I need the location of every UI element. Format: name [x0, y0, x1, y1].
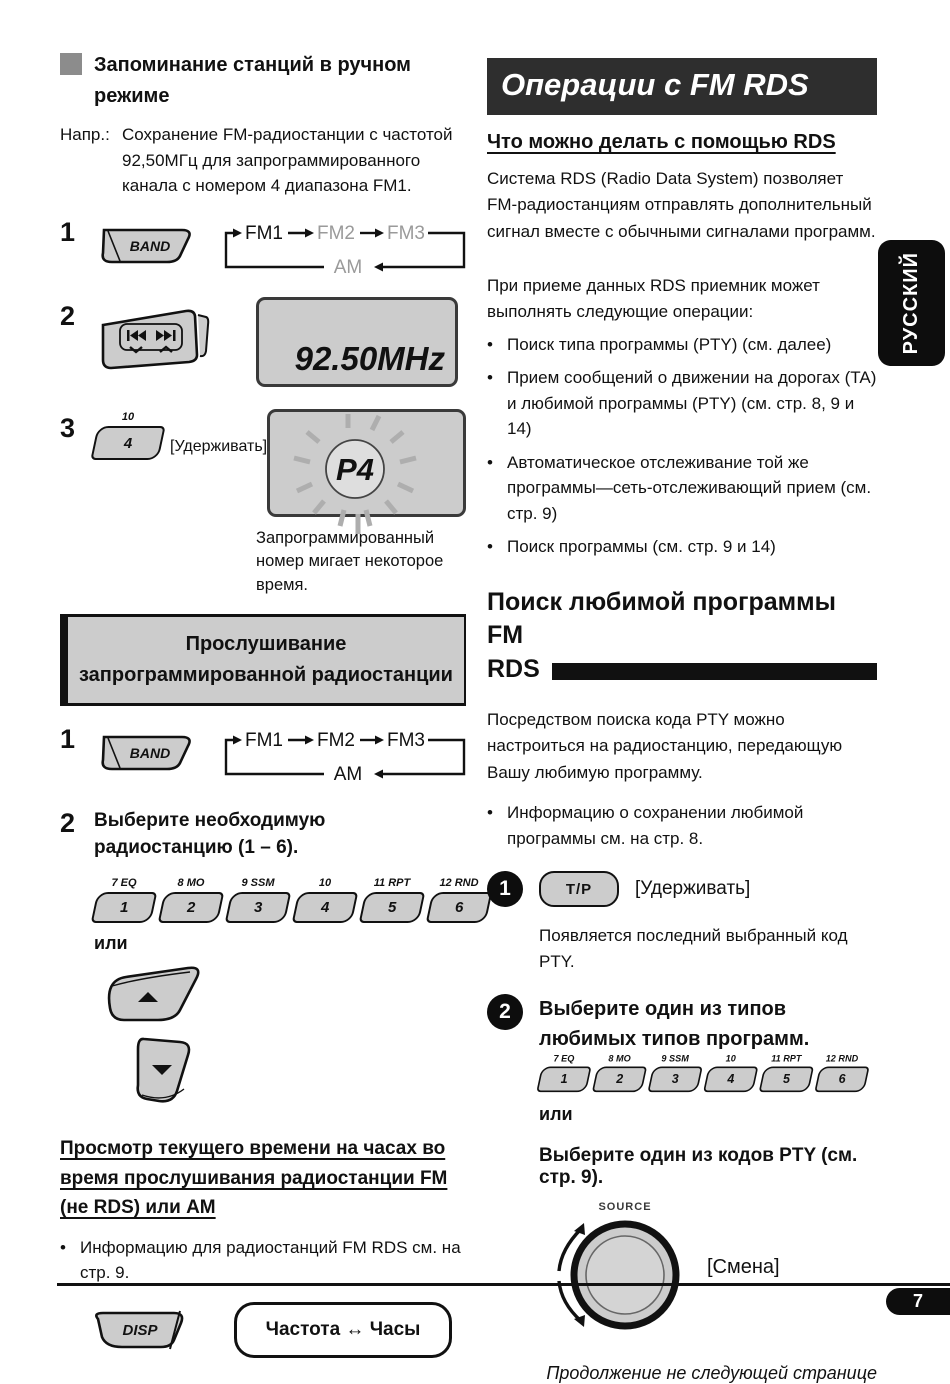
bullet-dot: • — [487, 334, 493, 354]
preset-display — [267, 409, 466, 517]
rds-bullet-2 — [487, 365, 877, 442]
pty-step-2 — [487, 994, 877, 1054]
frequency-value: 92.50MHz — [294, 339, 445, 377]
step-1 — [60, 213, 466, 283]
step-circle-number: 1 — [487, 871, 523, 907]
rds-bullet-text: Прием сообщений о движении на дорогах (TA) и любимой программы (PTY) (см. стр. 8, 9 и 14) — [507, 368, 877, 439]
disp-button-label: DISP — [122, 1321, 158, 1339]
step-number: 2 — [60, 808, 76, 839]
pty-bullet — [487, 800, 877, 851]
rds-bullet-3 — [487, 450, 877, 527]
key-upper-label: 10 — [725, 1054, 736, 1064]
key-number: 2 — [616, 1072, 623, 1087]
band-am: AM — [333, 764, 363, 786]
key-number: 3 — [253, 899, 263, 917]
manual-store-section — [60, 50, 466, 112]
key-number: 6 — [454, 899, 464, 917]
up-button — [100, 964, 220, 1026]
key4-upper-label: 10 — [121, 410, 135, 423]
band-fm3: FM3 — [387, 730, 425, 752]
pty-bullet-text: Информацию о сохранении любимой программы см. на стр. 8. — [507, 803, 804, 848]
source-knob-row — [543, 1197, 877, 1337]
key-upper-label: 7 EQ — [553, 1054, 575, 1064]
preset-key-2 — [158, 892, 225, 923]
disp-button — [90, 1307, 194, 1353]
bullet-dot: • — [487, 537, 493, 557]
band-fm1: FM1 — [245, 730, 283, 752]
knob-action-note: [Смена] — [707, 1255, 780, 1278]
or-label: или — [539, 1104, 573, 1124]
preset-flash-graphic — [270, 402, 466, 552]
frequency-display — [256, 297, 458, 387]
down-button — [118, 1033, 208, 1111]
rds-bullet-text: Поиск программы (см. стр. 9 и 14) — [507, 537, 776, 557]
tp-button: T/P — [539, 871, 619, 907]
step-circle-number: 2 — [487, 994, 523, 1030]
band-button-label: BAND — [129, 237, 171, 254]
clock-view-heading: Просмотр текущего времени на часах во время прослушивания радиостанции FM (не RDS) или AM — [60, 1138, 448, 1219]
fm-rds-banner: Операции с FM RDS — [487, 58, 877, 115]
pty-search-heading-line2: RDS — [487, 655, 540, 684]
band-fm2: FM2 — [317, 730, 355, 752]
preset-key-4 — [292, 892, 359, 923]
step-number: 1 — [60, 216, 76, 247]
disp-row — [90, 1302, 466, 1358]
preset-key-6 — [814, 1066, 869, 1092]
example-label: Напр.: — [60, 125, 110, 144]
pty-step-1-result: Появляется последний выбранный код PTY. — [539, 926, 848, 971]
key-number: 1 — [560, 1072, 568, 1087]
key-upper-label: 9 SSM — [661, 1054, 689, 1064]
page-number-badge: 7 — [886, 1288, 950, 1315]
preset-key-4 — [90, 426, 165, 460]
rds-bullet-4 — [487, 534, 877, 560]
preset-key-1 — [91, 892, 158, 923]
band-button — [94, 213, 212, 270]
preset-keypad — [539, 1054, 859, 1092]
key-upper-label: 11 RPT — [373, 877, 411, 890]
left-column — [60, 50, 479, 1358]
preset-key-2 — [592, 1066, 647, 1092]
pty-paragraph: Посредством поиска кода PTY можно настроиться на радиостанцию, передающую Вашу любимую программу. — [487, 709, 843, 782]
key-upper-label: 8 MO — [608, 1054, 631, 1064]
key-number: 6 — [838, 1072, 846, 1087]
language-tab-label: РУССКИЙ — [900, 251, 922, 355]
pty-step-1 — [487, 871, 877, 907]
key-upper-label: 11 RPT — [771, 1054, 802, 1064]
source-knob-label: SOURCE — [598, 1201, 652, 1213]
band-am: AM — [333, 256, 363, 278]
key-upper-label: 10 — [318, 877, 332, 890]
preset-key-3 — [225, 892, 292, 923]
or-label: или — [94, 933, 128, 954]
key-number: 3 — [671, 1072, 679, 1087]
rds-paragraph-2: При приеме данных RDS приемник может выполнять следующие операции: — [487, 276, 820, 322]
preset-key-1 — [536, 1066, 591, 1092]
listen-step-1 — [60, 720, 466, 790]
seek-rocker-button — [94, 303, 212, 375]
key-upper-label: 7 EQ — [111, 877, 137, 890]
key-number: 4 — [320, 899, 330, 917]
step-number: 1 — [60, 724, 76, 755]
band-button — [94, 720, 212, 777]
language-tab — [878, 240, 945, 366]
preset-key-4-label: 4 — [123, 434, 133, 451]
key-number: 2 — [186, 899, 196, 917]
listen-preset-box: Прослушивание запрограммированной радиостанции — [60, 614, 466, 706]
preset-key-5 — [759, 1066, 814, 1092]
hold-note: [Удерживать] — [170, 437, 268, 455]
band-cycle-diagram — [212, 217, 480, 283]
bullet-dot: • — [487, 803, 493, 822]
preset-key-6 — [426, 892, 493, 923]
preset-key-5 — [359, 892, 426, 923]
section-title: Запоминание станций в ручном режиме — [94, 54, 411, 107]
rds-bullet-1 — [487, 332, 877, 358]
key-number: 4 — [727, 1072, 735, 1087]
pty-search-heading-line1: Поиск любимой программы FM — [487, 587, 836, 650]
step-2 — [60, 297, 466, 387]
key-upper-label: 12 RND — [825, 1054, 859, 1064]
step-number: 2 — [60, 300, 76, 331]
updown-buttons — [100, 964, 466, 1116]
source-knob — [543, 1197, 693, 1337]
preset-keypad — [94, 877, 479, 923]
rds-bullet-text: Автоматическое отслеживание той же программы—сеть-отслеживающий прием (см. стр. 9) — [507, 452, 872, 523]
heading-rule-bar — [552, 663, 877, 680]
example-text: Сохранение FM-радиостанции с частотой 92,50МГц для запрограммированного канала с номером 4 диапазона FM1. — [122, 125, 453, 195]
step-number: 3 — [60, 412, 76, 443]
right-column — [487, 58, 877, 1384]
hold-note: [Удерживать] — [635, 878, 751, 899]
pty-step-2-text: Выберите один из типов любимых типов программ. — [539, 998, 810, 1050]
key-number: 1 — [119, 899, 129, 917]
preset-key-3 — [647, 1066, 702, 1092]
step-3 — [60, 409, 466, 517]
listen-step-2 — [60, 804, 466, 873]
rds-bullet-text: Поиск типа программы (PTY) (см. далее) — [507, 334, 832, 354]
frequency-clock-toggle: Частота ↔ Часы — [234, 1302, 452, 1358]
key-upper-label: 8 MO — [177, 877, 205, 890]
band-fm2: FM2 — [317, 222, 355, 244]
band-button-shape — [94, 732, 198, 772]
continuation-note: Продолжение не следующей странице — [546, 1363, 877, 1383]
key-number: 5 — [387, 899, 397, 917]
footer-rule — [57, 1283, 950, 1286]
band-cycle-diagram — [212, 724, 480, 790]
rds-capabilities-heading: Что можно делать с помощью RDS — [487, 131, 836, 153]
preset-number: P4 — [336, 451, 375, 487]
preset-caption: Запрограммированный номер мигает некоторое время. — [256, 528, 444, 595]
pty-code-select-text: Выберите один из кодов PTY (см. стр. 9). — [539, 1145, 858, 1188]
key-upper-label: 9 SSM — [241, 877, 275, 890]
key-number: 5 — [782, 1072, 790, 1087]
band-fm3: FM3 — [387, 222, 425, 244]
key-upper-label: 12 RND — [439, 877, 479, 890]
clock-bullet-text: Информацию для радиостанций FM RDS см. на стр. 9. — [80, 1237, 461, 1283]
select-station-text: Выберите необходимую радиостанцию (1 – 6). — [94, 810, 326, 858]
preset-key-4 — [703, 1066, 758, 1092]
rds-paragraph-1: Система RDS (Radio Data System) позволяет FM-радиостанциям отправлять дополнительный сигнал вместе с обычными сигналами программ. — [487, 169, 876, 241]
band-button-shape — [94, 225, 198, 265]
bullet-dot: • — [60, 1237, 66, 1257]
bullet-dot: • — [487, 452, 493, 472]
section-square-icon — [60, 53, 82, 75]
clock-bullet — [60, 1235, 466, 1286]
band-button-label: BAND — [129, 745, 171, 762]
band-fm1: FM1 — [245, 222, 283, 244]
bullet-dot: • — [487, 368, 493, 388]
example-block — [60, 122, 466, 199]
